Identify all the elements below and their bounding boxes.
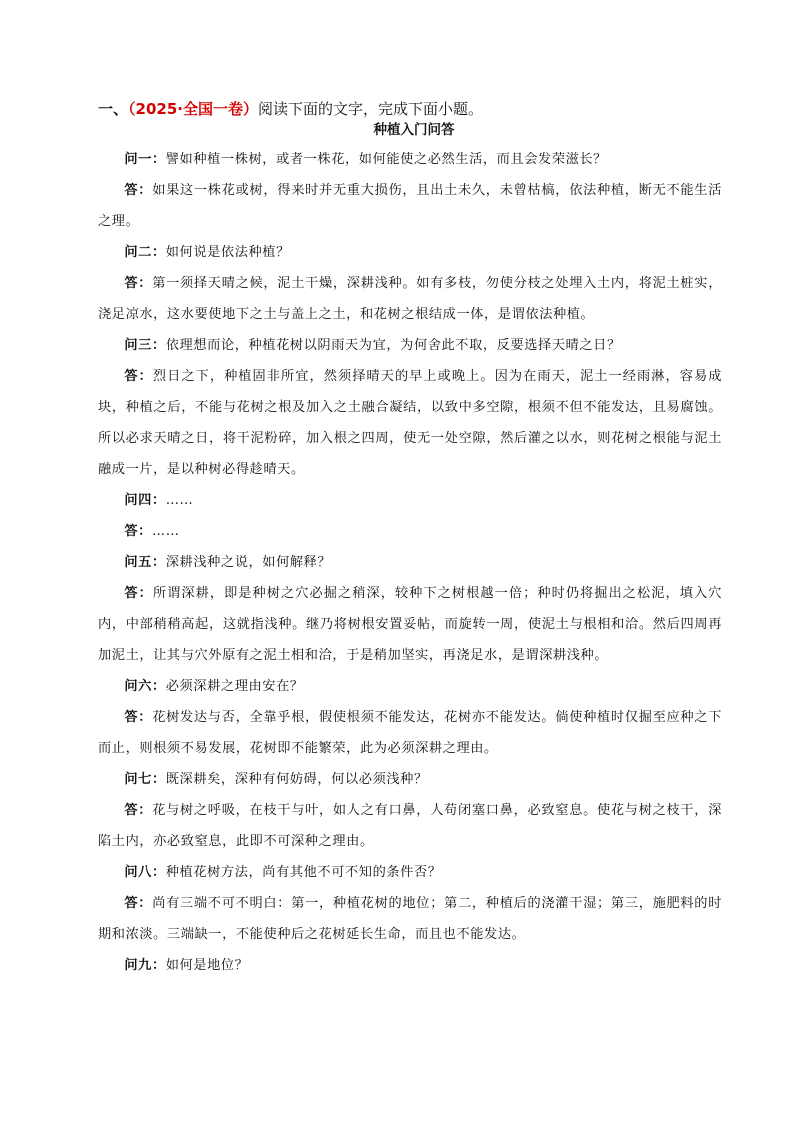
qa-paragraph (98, 795, 722, 857)
qa-label: 问七： (124, 772, 166, 787)
qa-label: 答： (124, 183, 153, 198)
qa-paragraph (98, 330, 722, 361)
qa-paragraph (98, 237, 722, 268)
qa-text: 如何是地位？ (165, 958, 249, 973)
qa-label: 答： (124, 276, 153, 291)
qa-paragraph (98, 578, 722, 671)
qa-text: 必须深耕之理由安在？ (165, 679, 304, 694)
qa-paragraph (98, 175, 722, 237)
qa-label: 答： (124, 710, 153, 725)
qa-text: …… (151, 524, 180, 539)
qa-paragraph (98, 950, 722, 981)
qa-text: 既深耕矣，深种有何妨碍，何以必须浅种？ (165, 772, 428, 787)
qa-label: 问八： (124, 865, 166, 880)
qa-text: 所谓深耕，即是种树之穴必掘之稍深，较种下之树根越一倍；种时仍将掘出之松泥，填入穴内，中部稍稍高起，这就指浅种。继乃将树根安置妥帖，而旋转一周，使泥土与根相和洽。然后四周再加泥土，让其与穴外原有之泥土相和洽，于是稍加坚实，再浇足水，是谓深耕浅种。 (98, 586, 722, 663)
qa-text: 第一须择天晴之候，泥土干燥，深耕浅种。如有多枝，勿使分枝之处埋入土内，将泥土桩实，浇足凉水，这水要使地下之土与盖上之土，和花树之根结成一体，是谓依法种植。 (98, 276, 722, 322)
qa-label: 问六： (124, 679, 166, 694)
qa-paragraph (98, 671, 722, 702)
qa-text: 花与树之呼吸，在枝干与叶，如人之有口鼻，人苟闭塞口鼻，必致窒息。使花与树之枝干，深陷土内，亦必致窒息，此即不可深种之理由。 (98, 803, 722, 849)
qa-label: 问九： (124, 958, 166, 973)
qa-paragraph (98, 857, 722, 888)
qa-label: 问一： (124, 152, 166, 167)
qa-paragraph (98, 485, 722, 516)
qa-paragraph (98, 547, 722, 578)
qa-label: 问四： (124, 493, 166, 508)
section-number: 一、 (98, 100, 129, 118)
source-close-paren: ） (242, 100, 258, 118)
qa-text: …… (165, 493, 194, 508)
qa-text: 尚有三端不可不明白：第一，种植花树的地位；第二，种植后的浇灌干湿；第三，施肥料的时期和浓淡。三端缺一，不能使种后之花树延长生命，而且也不能发达。 (98, 896, 722, 942)
instruction-text: 阅读下面的文字，完成下面小题。 (258, 100, 484, 118)
qa-paragraph (98, 144, 722, 175)
qa-paragraph (98, 516, 722, 547)
qa-text: 依理想而论，种植花树以阴雨天为宜，为何舍此不取，反要选择天晴之日？ (165, 338, 621, 353)
qa-text: 花树发达与否，全靠乎根，假使根须不能发达，花树亦不能发达。倘使种植时仅掘至应种之下而止，则根须不易发展，花树即不能繁荣，此为必须深耕之理由。 (98, 710, 722, 756)
qa-paragraph (98, 268, 722, 330)
section-heading (98, 98, 722, 120)
qa-label: 答： (124, 896, 153, 911)
qa-label: 答： (124, 524, 152, 539)
passage-title: 种植入门问答 (373, 122, 455, 138)
qa-label: 答： (124, 586, 153, 601)
qa-paragraph (98, 888, 722, 950)
qa-text: 譬如种植一株树，或者一株花，如何能使之必然生活，而且会发荣滋长？ (165, 152, 607, 167)
qa-label: 问二： (124, 245, 166, 260)
qa-text: 如何说是依法种植？ (165, 245, 290, 260)
qa-text: 深耕浅种之说，如何解释？ (165, 555, 332, 570)
source-label: 2025·全国一卷 (135, 100, 243, 118)
qa-paragraph (98, 764, 722, 795)
qa-text: 烈日之下，种植固非所宜，然须择晴天的早上或晚上。因为在雨天，泥土一经雨淋，容易成块，种植之后，不能与花树之根及加入之土融合凝结，以致中多空隙，根须不但不能发达，且易腐蚀。所以必求天晴之日，将干泥粉碎，加入根之四周，使无一处空隙，然后灌之以水，则花树之根能与泥土融成一片，是以种树必得趁晴天。 (98, 369, 722, 477)
qa-label: 问五： (124, 555, 166, 570)
qa-paragraph (98, 361, 722, 485)
qa-list (98, 144, 722, 981)
qa-text: 种植花树方法，尚有其他不可不知的条件否？ (165, 865, 442, 880)
qa-label: 答： (124, 803, 153, 818)
qa-text: 如果这一株花或树，得来时并无重大损伤，且出土未久，未曾枯槁，依法种植，断无不能生活之理。 (98, 183, 722, 229)
qa-label: 答： (124, 369, 153, 384)
source-open-paren: （ (128, 100, 136, 118)
qa-label: 问三： (124, 338, 166, 353)
qa-paragraph (98, 702, 722, 764)
document-page (98, 98, 722, 981)
